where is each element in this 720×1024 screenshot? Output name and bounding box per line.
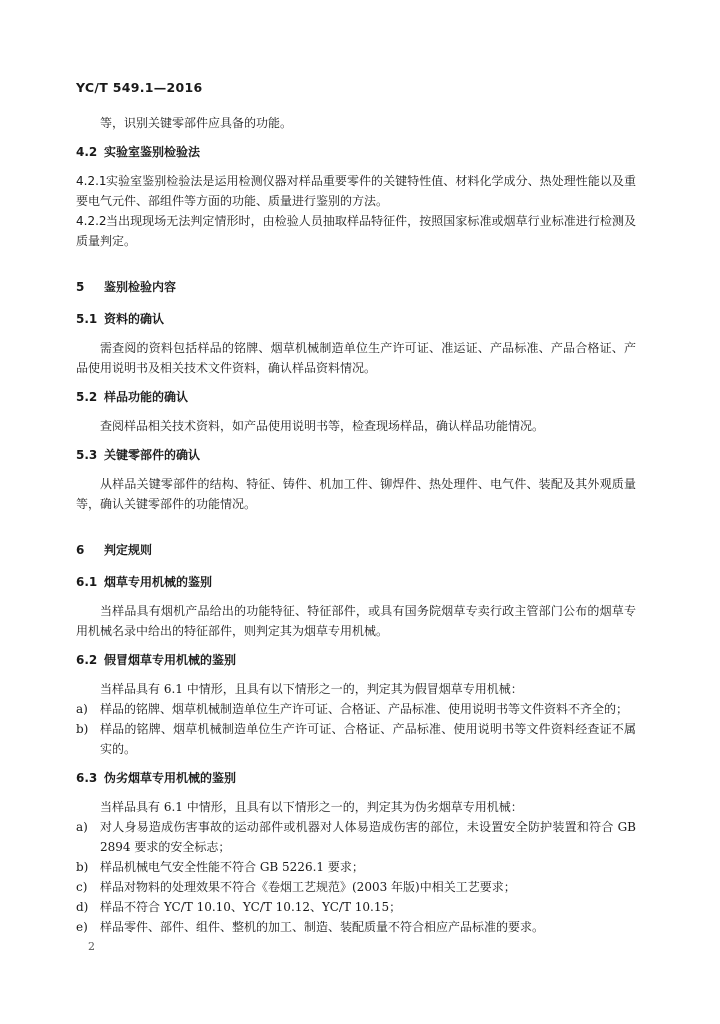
section-6-heading [76, 540, 636, 560]
list-item [76, 897, 636, 917]
section-6-3-heading [76, 768, 636, 788]
list-item [76, 857, 636, 877]
clause-number: 4.2.1 [76, 174, 107, 188]
list-item-text: 对人身易造成伤害事故的运动部件或机器对人体易造成伤害的部位，未设置安全防护装置和符合 GB 2894 要求的安全标志； [100, 820, 636, 854]
section-5-1-text: 需查阅的资料包括样品的铭牌、烟草机械制造单位生产许可证、准运证、产品标准、产品合格证、产品使用说明书及相关技术文件资料，确认样品资料情况。 [76, 341, 636, 375]
section-5-3-heading [76, 445, 636, 465]
section-6-2-intro: 当样品具有 6.1 中情形，且具有以下情形之一的，判定其为假冒烟草专用机械： [100, 682, 523, 696]
clause-number: 4.2.2 [76, 214, 107, 228]
clause-4-2-2 [76, 211, 636, 251]
section-title: 关键零部件的确认 [104, 448, 201, 462]
document-body [76, 113, 636, 937]
section-5-1-heading [76, 309, 636, 329]
list-marker: b) [76, 860, 89, 874]
clause-text: 当出现现场无法判定情形时，由检验人员抽取样品特征件，按照国家标准或烟草行业标准进行检测及质量判定。 [76, 214, 636, 248]
list-marker: a) [76, 702, 88, 716]
section-number: 5.1 [76, 312, 98, 326]
list-item-text: 样品不符合 YC/T 10.10、YC/T 10.12、YC/T 10.15； [100, 900, 402, 914]
section-number: 6.2 [76, 653, 98, 667]
section-title: 假冒烟草专用机械的鉴别 [104, 653, 237, 667]
section-6-1-text: 当样品具有烟机产品给出的功能特征、特征部件，或具有国务院烟草专卖行政主管部门公布的烟草专用机械名录中给出的特征部件，则判定其为烟草专用机械。 [76, 604, 636, 638]
section-title: 烟草专用机械的鉴别 [104, 575, 213, 589]
section-number: 5 [76, 280, 85, 294]
list-marker: b) [76, 722, 89, 736]
section-number: 6.1 [76, 575, 98, 589]
section-5-2-heading [76, 387, 636, 407]
section-4-1-continuation: 等，识别关键零部件应具备的功能。 [100, 116, 293, 130]
list-item [76, 877, 636, 897]
list-item [76, 917, 636, 937]
section-title: 样品功能的确认 [104, 390, 189, 404]
section-number: 4.2 [76, 145, 98, 159]
list-item [76, 817, 636, 857]
list-item [76, 699, 636, 719]
section-5-3-text: 从样品关键零部件的结构、特征、铸件、机加工件、铆焊件、热处理件、电气件、装配及其外观质量等，确认关键零部件的功能情况。 [76, 477, 636, 511]
section-5-heading [76, 277, 636, 297]
section-title: 判定规则 [104, 543, 153, 557]
clause-text: 实验室鉴别检验法是运用检测仪器对样品重要零件的关键特性值、材料化学成分、热处理性能以及重要电气元件、部组件等方面的功能、质量进行鉴别的方法。 [76, 174, 636, 208]
section-title: 实验室鉴别检验法 [104, 145, 201, 159]
section-6-1-heading [76, 572, 636, 592]
section-title: 鉴别检验内容 [104, 280, 177, 294]
list-marker: a) [76, 820, 88, 834]
section-5-2-text: 查阅样品相关技术资料，如产品使用说明书等，检查现场样品，确认样品功能情况。 [100, 419, 545, 433]
list-marker: c) [76, 880, 88, 894]
standard-number-header: YC/T 549.1—2016 [76, 80, 203, 95]
list-item-text: 样品的铭牌、烟草机械制造单位生产许可证、合格证、产品标准、使用说明书等文件资料经查证不属实的。 [100, 722, 636, 756]
list-marker: d) [76, 900, 89, 914]
list-item-text: 样品对物料的处理效果不符合《卷烟工艺规范》(2003 年版)中相关工艺要求； [100, 880, 516, 894]
page-number: 2 [88, 940, 95, 953]
section-6-2-heading [76, 650, 636, 670]
section-6-3-intro: 当样品具有 6.1 中情形，且具有以下情形之一的，判定其为伪劣烟草专用机械： [100, 800, 523, 814]
list-item-text: 样品零件、部件、组件、整机的加工、制造、装配质量不符合相应产品标准的要求。 [100, 920, 545, 934]
list-marker: e) [76, 920, 88, 934]
section-number: 6.3 [76, 771, 98, 785]
list-item-text: 样品机械电气安全性能不符合 GB 5226.1 要求； [100, 860, 364, 874]
section-4-2-heading [76, 142, 636, 162]
section-title: 伪劣烟草专用机械的鉴别 [104, 771, 237, 785]
list-item-text: 样品的铭牌、烟草机械制造单位生产许可证、合格证、产品标准、使用说明书等文件资料不齐全的； [100, 702, 629, 716]
clause-4-2-1 [76, 171, 636, 211]
section-number: 5.3 [76, 448, 98, 462]
section-title: 资料的确认 [104, 312, 165, 326]
list-item [76, 719, 636, 759]
section-number: 5.2 [76, 390, 98, 404]
section-number: 6 [76, 543, 85, 557]
